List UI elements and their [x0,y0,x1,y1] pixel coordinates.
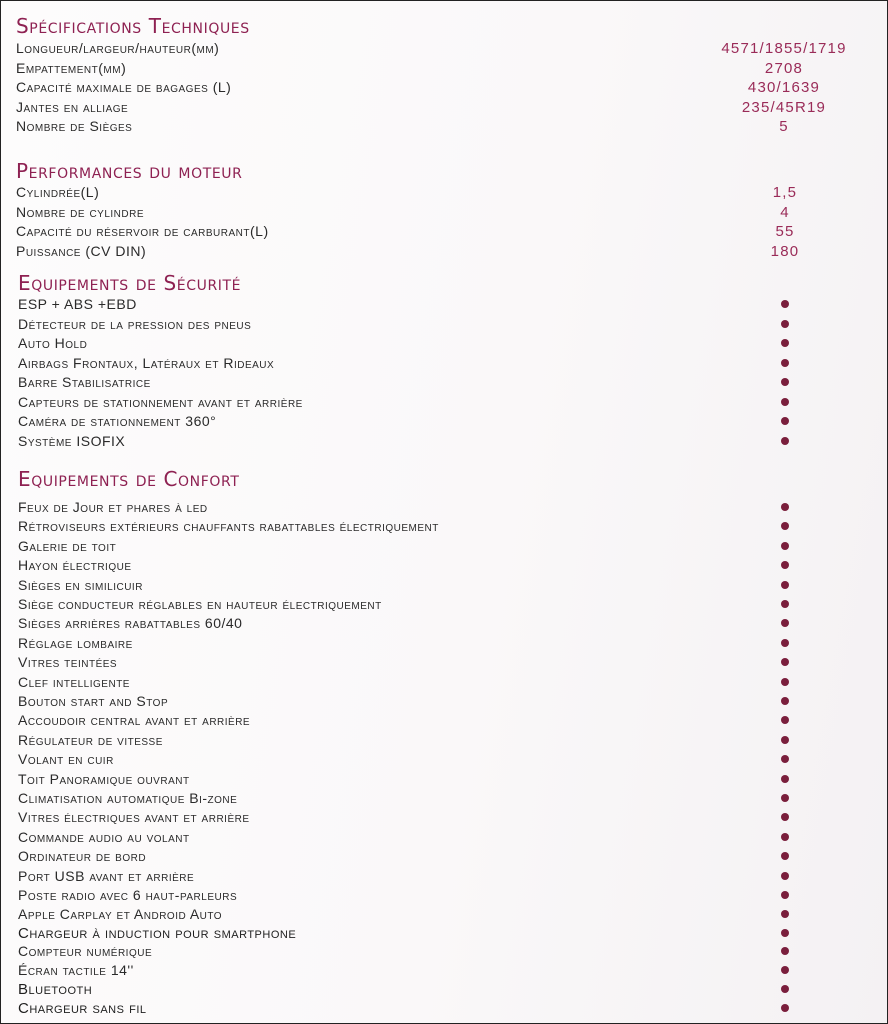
included-dot-icon [781,813,789,821]
spec-row [1,117,887,137]
spec-label: Cylindrée(L) [16,184,100,200]
feature-label: Clef intelligente [18,673,130,690]
included-dot-icon [781,339,789,347]
spec-row [1,222,887,242]
feature-row [1,942,887,962]
feature-label: Volant en cuir [18,751,114,768]
feature-label: Rétroviseurs extérieurs chauffants rabattables électriquement [18,518,439,535]
feature-row [1,905,887,925]
feature-row [1,711,887,731]
feature-label: Caméra de stationnement 360° [18,413,217,429]
feature-row [1,556,887,576]
feature-row [1,961,887,981]
included-dot-icon [781,716,789,724]
included-dot-icon [781,398,789,406]
included-dot-icon [781,872,789,880]
spec-row [1,183,887,203]
feature-label: Siège conducteur réglables en hauteur électriquement [18,596,382,612]
feature-row [1,731,887,751]
feature-label: Réglage lombaire [18,634,133,651]
safety-title: Equipements de Sécurité [18,271,242,295]
feature-row [1,867,887,887]
included-dot-icon [781,910,789,918]
feature-row [1,847,887,867]
included-dot-icon [781,600,789,608]
feature-row [1,498,887,518]
included-dot-icon [781,833,789,841]
spec-label: Capacité maximale de bagages (L) [16,79,232,95]
included-dot-icon [781,581,789,589]
spec-value: 4571/1855/1719 [721,40,847,57]
included-dot-icon [781,775,789,783]
included-dot-icon [781,300,789,308]
spec-value: 180 [770,242,800,260]
spec-value: 4 [780,203,790,221]
feature-label: Régulateur de vitesse [18,731,163,748]
feature-label: Bluetooth [18,980,93,998]
feature-row [1,334,887,354]
feature-label: Capteurs de stationnement avant et arrière [18,393,303,410]
included-dot-icon [781,985,789,993]
included-dot-icon [781,359,789,367]
feature-label: Toit Panoramique ouvrant [18,770,190,787]
spec-value: 55 [775,223,795,240]
feature-row [1,808,887,828]
technical-title: Spécifications Techniques [16,14,250,38]
spec-label: Nombre de Sièges [16,118,133,134]
feature-row [1,789,887,809]
feature-label: Sièges en similicuir [18,576,143,593]
included-dot-icon [781,755,789,763]
feature-row [1,517,887,537]
feature-row [1,614,887,634]
spec-row [1,59,887,79]
spec-label: Puissance (CV DIN) [16,242,147,259]
feature-row [1,634,887,654]
included-dot-icon [781,678,789,686]
feature-label: Accoudoir central avant et arrière [18,712,251,729]
included-dot-icon [781,619,789,627]
included-dot-icon [781,852,789,860]
feature-row [1,432,887,452]
feature-row [1,653,887,673]
feature-label: Compteur numérique [18,943,153,959]
spec-label: Empattement(mm) [16,59,127,76]
feature-row [1,999,887,1019]
feature-label: Poste radio avec 6 haut-parleurs [18,887,238,903]
included-dot-icon [781,561,789,569]
feature-label: Auto Hold [18,335,88,351]
feature-label: Chargeur sans fil [18,1000,147,1017]
included-dot-icon [781,378,789,386]
feature-label: Ordinateur de bord [18,848,147,865]
feature-label: Sièges arrières rabattables 60/40 [18,615,243,632]
spec-label: Capacité du réservoir de carburant(L) [16,223,269,239]
feature-row [1,828,887,848]
feature-label: ESP + ABS +EBD [18,296,137,312]
spec-label: Nombre de cylindre [16,203,145,220]
spec-row [1,203,887,223]
included-dot-icon [781,639,789,647]
feature-label: Système ISOFIX [18,432,126,449]
included-dot-icon [781,947,789,955]
feature-label: Feux de Jour et phares à led [18,499,208,515]
feature-row [1,750,887,770]
comfort-title: Equipements de Confort [18,467,240,491]
included-dot-icon [781,929,789,937]
spec-row [1,78,887,98]
spec-label: Longueur/largeur/hauteur(mm) [16,40,220,56]
feature-row [1,980,887,1000]
feature-row [1,373,887,393]
spec-row [1,98,887,118]
feature-row [1,315,887,335]
spec-row [1,39,887,59]
feature-label: Port USB avant et arrière [18,867,195,884]
feature-row [1,576,887,596]
feature-label: Apple Carplay et Android Auto [18,906,223,923]
feature-label: Bouton start and Stop [18,693,169,709]
included-dot-icon [781,320,789,328]
feature-row [1,595,887,615]
feature-label: Climatisation automatique Bi-zone [18,790,238,806]
feature-label: Détecteur de la pression des pneus [18,315,252,332]
included-dot-icon [781,891,789,899]
feature-label: Galerie de toit [18,537,117,554]
feature-row [1,692,887,712]
feature-label: Airbags Frontaux, Latéraux et Rideaux [18,354,275,371]
feature-label: Vitres teintées [18,654,118,671]
feature-row [1,886,887,906]
included-dot-icon [781,417,789,425]
feature-label: Chargeur à induction pour smartphone [18,924,297,942]
spec-value: 235/45R19 [741,98,827,116]
included-dot-icon [781,794,789,802]
spec-value: 5 [779,118,789,135]
included-dot-icon [781,697,789,705]
spec-value: 1,5 [772,184,798,201]
feature-label: Barre Stabilisatrice [18,374,151,390]
included-dot-icon [781,522,789,530]
feature-label: Hayon électrique [18,557,132,574]
performance-title: Performances du moteur [16,159,243,183]
included-dot-icon [781,542,789,550]
included-dot-icon [781,1004,789,1012]
feature-label: Vitres électriques avant et arrière [18,809,250,826]
included-dot-icon [781,966,789,974]
feature-label: Commande audio au volant [18,828,190,845]
feature-label: Écran tactile 14'' [18,962,134,978]
spec-label: Jantes en alliage [16,98,129,115]
feature-row [1,537,887,557]
feature-row [1,770,887,790]
feature-row [1,295,887,315]
feature-row [1,924,887,944]
spec-value: 430/1639 [747,79,821,96]
feature-row [1,354,887,374]
spec-row [1,242,887,262]
feature-row [1,673,887,693]
feature-row [1,412,887,432]
feature-row [1,393,887,413]
included-dot-icon [781,437,789,445]
included-dot-icon [781,658,789,666]
included-dot-icon [781,736,789,744]
spec-value: 2708 [764,59,804,77]
included-dot-icon [781,503,789,511]
